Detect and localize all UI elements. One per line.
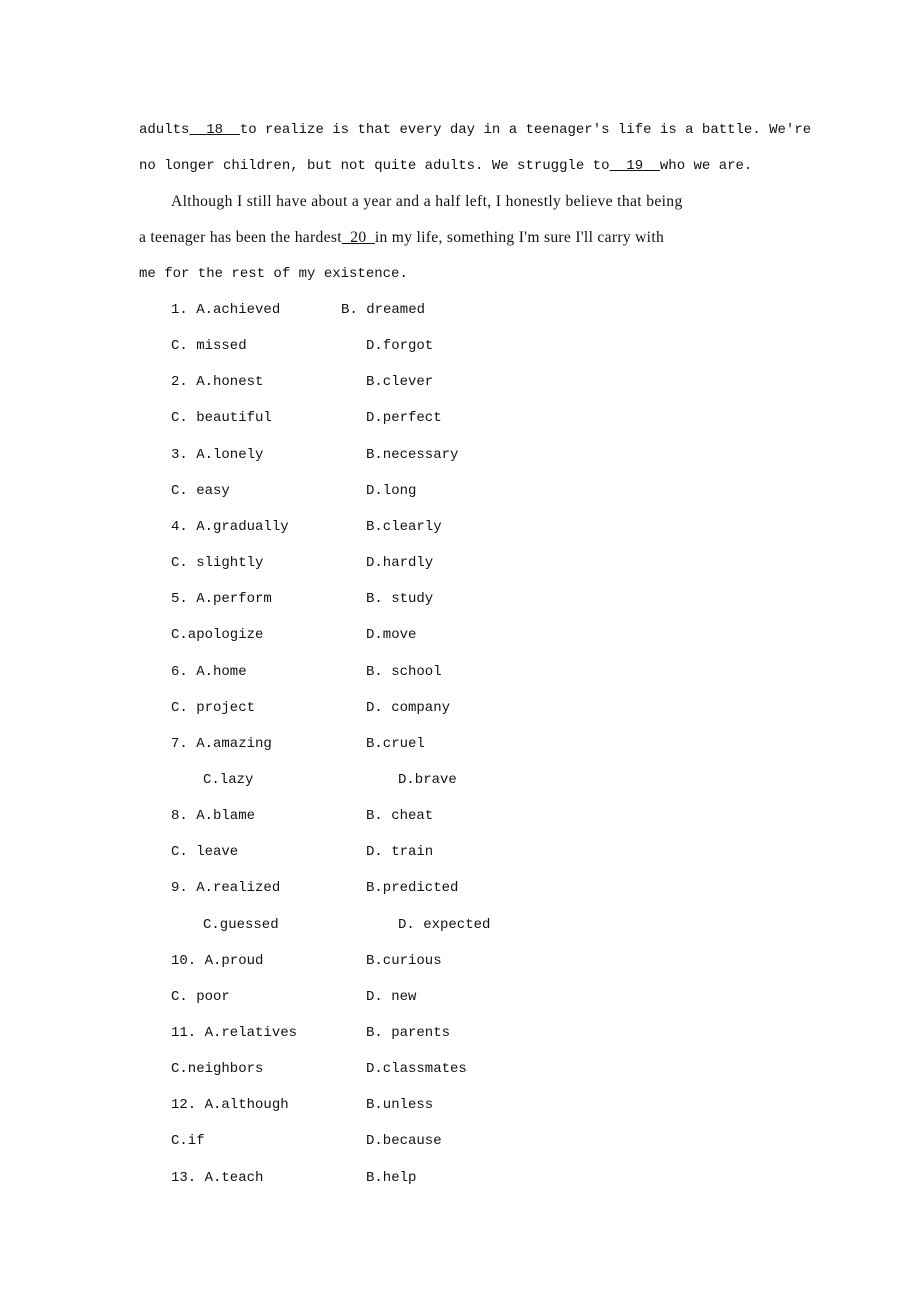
passage-line-1: [139, 120, 811, 140]
option-right: B. study: [366, 591, 434, 608]
option-right: D.perfect: [366, 410, 442, 427]
blank-20: 20: [341, 229, 375, 246]
option-right: B.clever: [366, 374, 434, 391]
option-left: 9. A.realized: [171, 880, 281, 897]
option-left: 8. A.blame: [171, 808, 256, 825]
option-right: D. expected: [398, 916, 491, 933]
option-right: B. cheat: [366, 808, 434, 825]
option-left: C. leave: [171, 844, 239, 861]
option-left: C. slightly: [171, 555, 264, 572]
blank-19: 19: [609, 158, 660, 174]
option-right: B.predicted: [366, 880, 459, 897]
text: no longer children, but not quite adults. We struggle to: [139, 158, 610, 174]
option-left: 11. A.relatives: [171, 1025, 298, 1041]
text: a teenager has been the hardest: [139, 229, 342, 246]
option-left: 6. A.home: [171, 663, 247, 680]
option-right: D.long: [366, 482, 417, 499]
option-left: C. beautiful: [171, 410, 272, 427]
option-left: C. project: [171, 699, 256, 716]
option-right: D. train: [366, 844, 434, 861]
option-right: B.clearly: [366, 518, 442, 535]
option-right: D. company: [366, 699, 451, 716]
option-right: D.move: [366, 627, 417, 644]
text: who we are.: [659, 158, 753, 174]
blank-18: 18: [189, 122, 240, 138]
option-left: 2. A.honest: [171, 374, 264, 391]
passage-line-4: [139, 228, 664, 248]
option-left: 3. A.lonely: [171, 446, 264, 463]
option-right: D.because: [366, 1133, 442, 1150]
option-left: C.guessed: [203, 916, 279, 933]
option-right: B. parents: [366, 1025, 451, 1041]
option-right: B. dreamed: [341, 302, 426, 318]
option-left: 12. A.although: [171, 1097, 289, 1114]
option-right: D.hardly: [366, 555, 434, 572]
passage-line-3: Although I still have about a year and a half left, I honestly believe that being: [171, 193, 683, 210]
option-left: C.neighbors: [171, 1061, 264, 1078]
option-right: B.curious: [366, 952, 442, 969]
option-right: D.classmates: [366, 1061, 467, 1078]
option-left: 4. A.gradually: [171, 518, 289, 535]
passage-line-5: me for the rest of my existence.: [139, 266, 408, 282]
option-left: 5. A.perform: [171, 591, 272, 608]
text: adults: [139, 122, 190, 138]
option-right: B.help: [366, 1169, 417, 1186]
option-left: C. poor: [171, 988, 230, 1005]
option-left: 7. A.amazing: [171, 735, 272, 752]
option-right: B.unless: [366, 1097, 434, 1114]
option-left: C.lazy: [203, 771, 254, 788]
option-right: B.cruel: [366, 735, 425, 752]
text: to realize is that every day in a teenager's life is a battle. We're: [239, 122, 812, 138]
option-left: 10. A.proud: [171, 952, 264, 969]
option-right: B.necessary: [366, 446, 459, 463]
option-right: D.forgot: [366, 338, 434, 355]
option-right: D.brave: [398, 771, 457, 788]
passage-line-2: [139, 156, 752, 176]
option-right: B. school: [366, 663, 442, 680]
option-left: C. missed: [171, 338, 247, 355]
option-left: 13. A.teach: [171, 1169, 264, 1186]
option-left: 1. A.achieved: [171, 302, 281, 318]
option-right: D. new: [366, 988, 417, 1005]
option-left: C.apologize: [171, 627, 264, 644]
text: in my life, something I'm sure I'll carry with: [374, 229, 665, 246]
option-left: C. easy: [171, 482, 230, 499]
option-left: C.if: [171, 1133, 205, 1150]
